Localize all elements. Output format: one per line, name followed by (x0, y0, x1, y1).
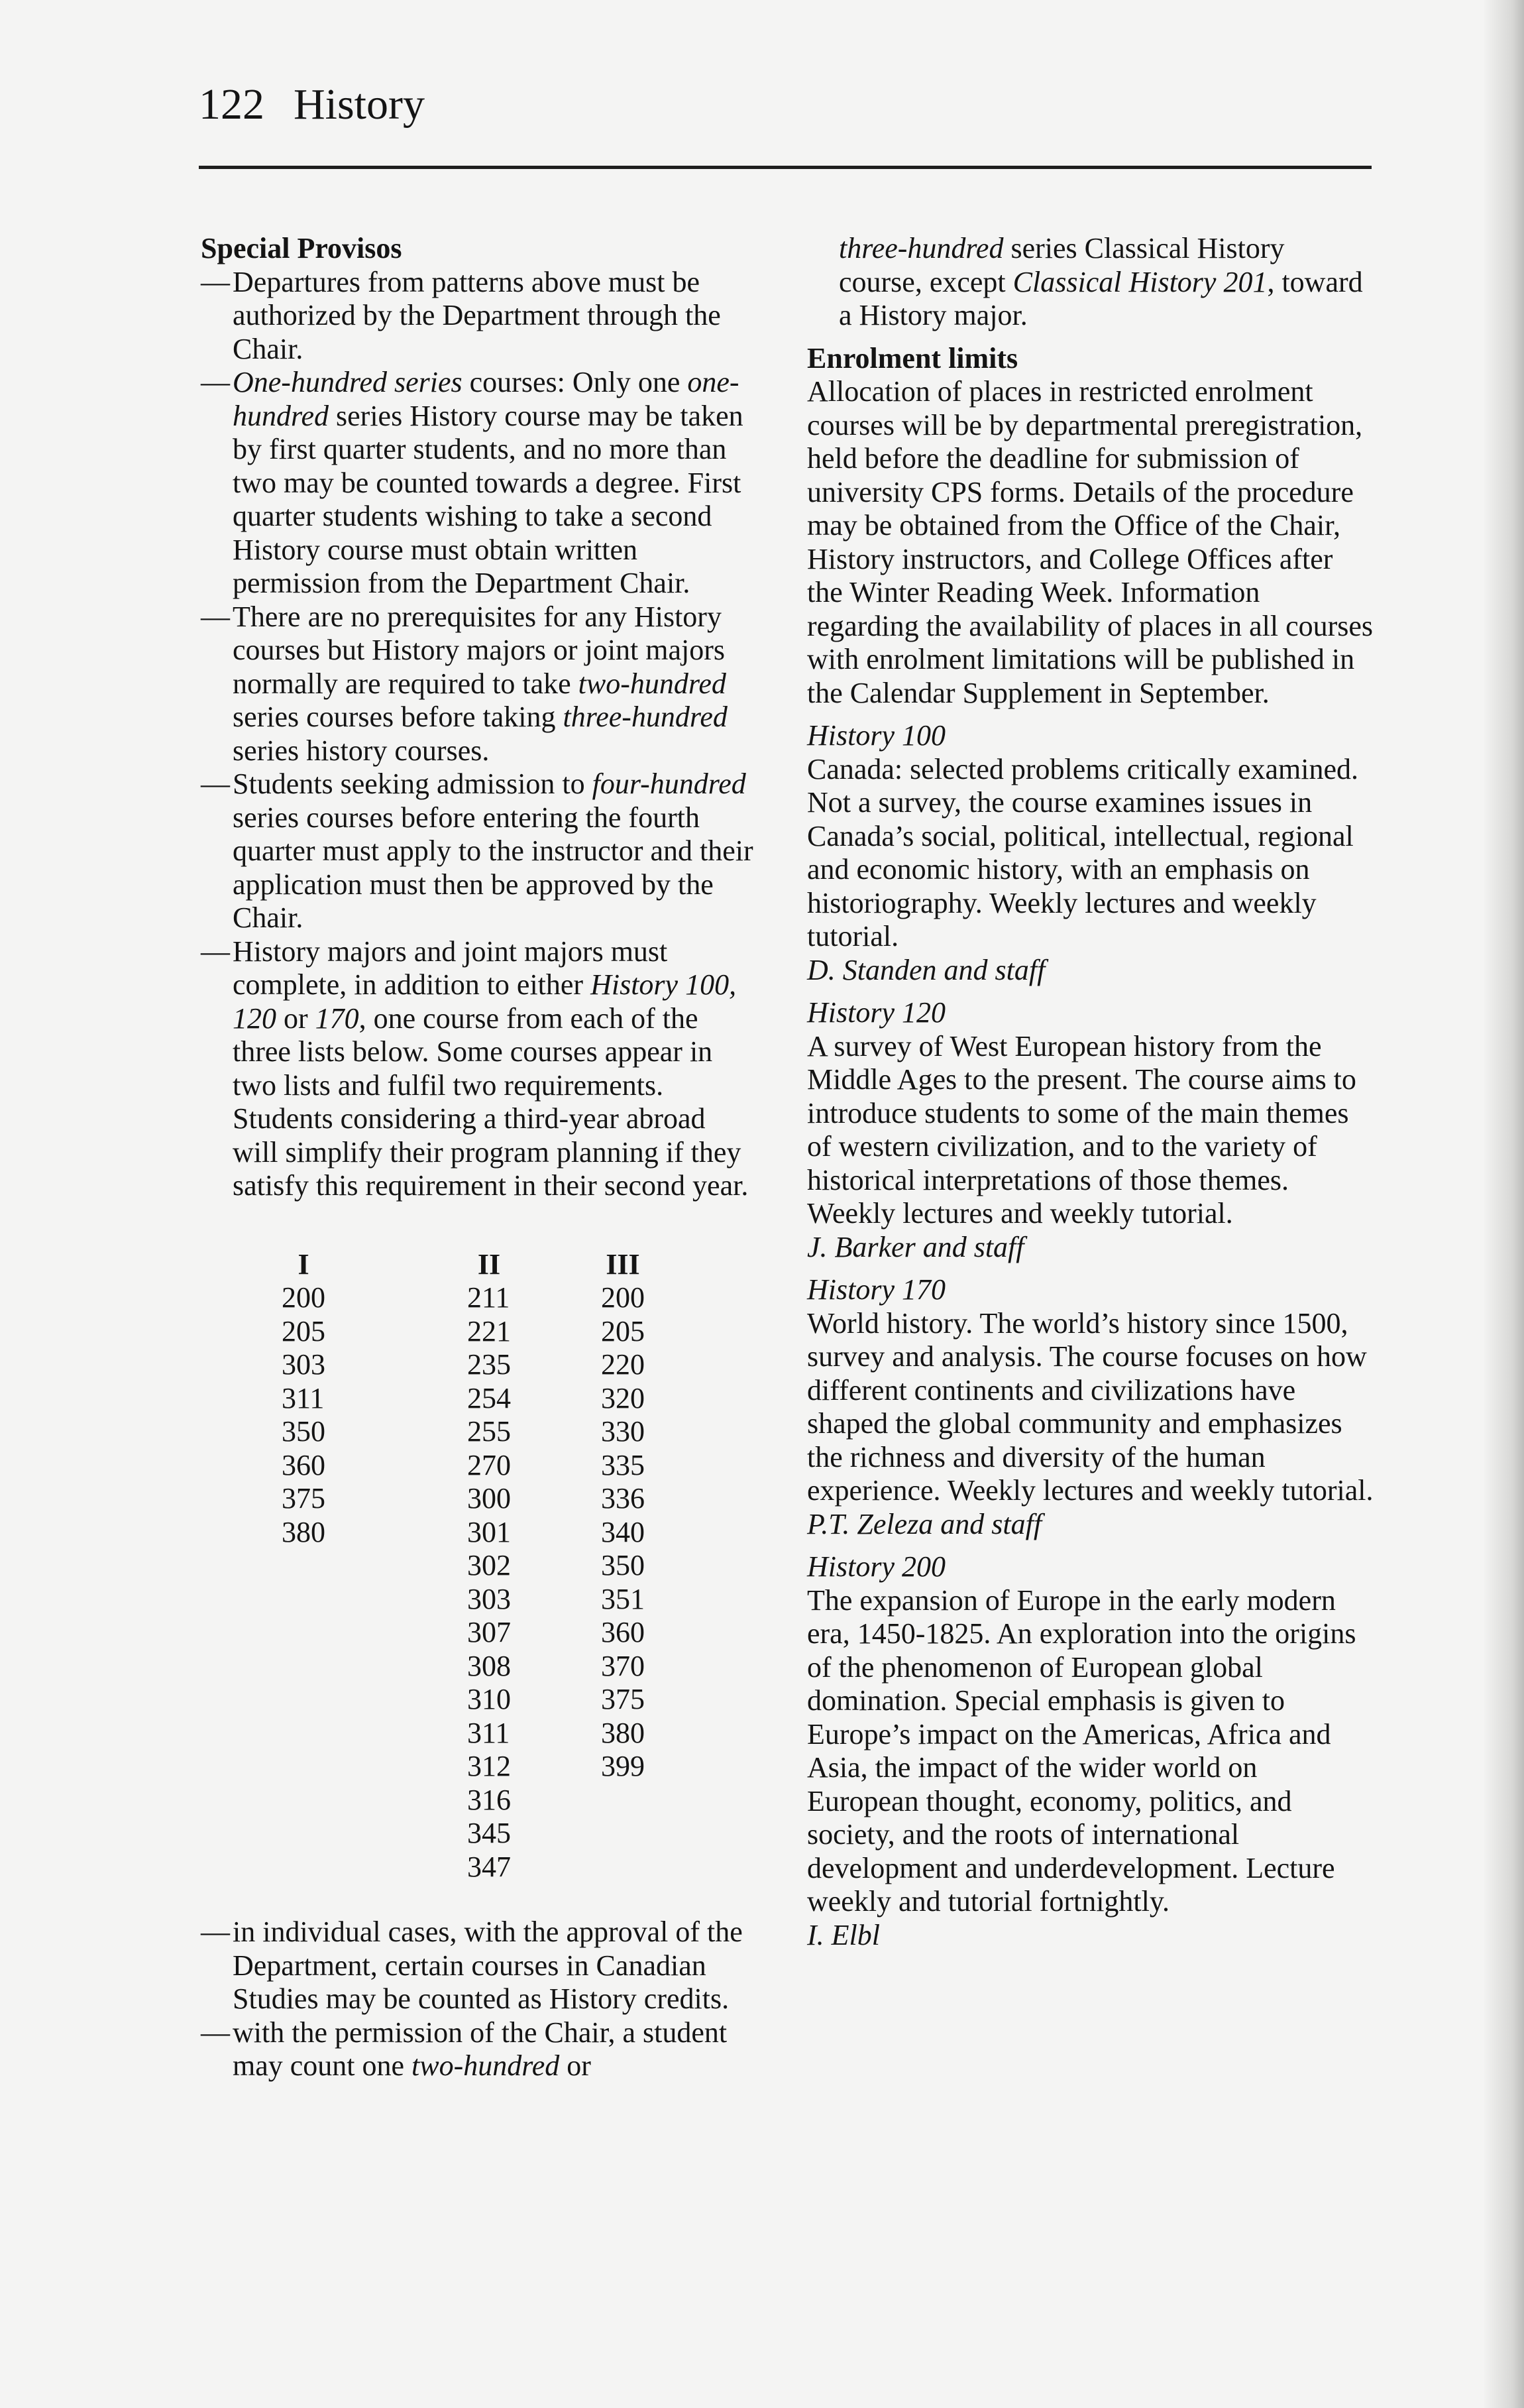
proviso-item (201, 601, 757, 768)
course-number: 310 (467, 1683, 511, 1715)
course-description: The expansion of Europe in the early modern era, 1450-1825. An exploration into the origins of the phenomenon of European global domination. Special emphasis is given to Europe’s impact on the Americas, Africa and Asia, the impact of the wider world on European thought, economy, politics, and society, and the roots of international development and underdevelopment. Lecture weekly and tutorial fortnightly. (807, 1583, 1356, 1918)
course-number: 205 (601, 1314, 645, 1347)
course-number: 340 (601, 1515, 645, 1548)
course-number: 320 (601, 1381, 645, 1414)
course-description: Canada: selected problems critically examined. Not a survey, the course examines issues in Canada’s social, political, intellectual, regional and economic history, with an emphasis on historiography. Weekly lectures and weekly tutorial. (807, 752, 1359, 952)
course-number: 312 (467, 1750, 511, 1782)
course-list-header: I (298, 1247, 309, 1281)
course-number: 303 (282, 1348, 325, 1381)
course-description: A survey of West European history from the Middle Ages to the present. The course aims to introduce students to some of the main themes of western civilization, and to the variety of historical interpretations of those themes. Weekly lectures and weekly tutorial. (807, 1029, 1356, 1230)
course-title: History 100 (807, 719, 946, 752)
proviso-continuation (807, 232, 1374, 333)
course-list-header: II (477, 1247, 501, 1281)
text-run: one-hundred (233, 366, 739, 432)
page-header (199, 78, 425, 131)
text-run: Classical History 201 (1012, 265, 1268, 298)
course-number: 300 (467, 1482, 511, 1515)
text-run: , toward a History major. (839, 265, 1363, 331)
course-number: 316 (467, 1783, 511, 1816)
course-number: 335 (601, 1448, 645, 1481)
course-number: 270 (467, 1448, 511, 1481)
text-run: History 100, 120 (233, 968, 737, 1035)
text-run: There are no prerequisites for any History courses but History majors or joint majors normally are required to take (233, 600, 726, 700)
proviso-item: — Departures from patterns above must be authorized by the Department through the Chair. (201, 265, 721, 365)
em-dash: — (201, 935, 230, 968)
course-number: 370 (601, 1649, 645, 1682)
text-run: courses: Only one (462, 366, 688, 398)
course-number: 380 (601, 1716, 645, 1749)
course-number: 302 (467, 1549, 511, 1581)
course-number: 303 (467, 1582, 511, 1615)
course-list-iii (570, 1248, 676, 1884)
em-dash: — (201, 1916, 230, 1948)
text-run: or (276, 1002, 315, 1035)
after-lists-provisos (201, 1916, 757, 2083)
course-number: 254 (467, 1381, 511, 1414)
page-number: 122 (199, 80, 264, 129)
course-number: 380 (282, 1515, 325, 1548)
course-instructor: J. Barker and staff (807, 1230, 1024, 1263)
course-title: History 170 (807, 1273, 946, 1306)
course-instructor: I. Elbl (807, 1918, 880, 1951)
page-edge-shadow (1484, 0, 1524, 2408)
text-run: or (559, 2049, 591, 2082)
course-number: 351 (601, 1582, 645, 1615)
em-dash: — (201, 768, 230, 800)
course-number: 311 (467, 1716, 510, 1749)
left-column (201, 232, 757, 2083)
proviso-item (201, 935, 757, 1203)
course-number: 399 (601, 1750, 645, 1782)
text-run: four-hundred (592, 768, 746, 800)
course-number: 350 (282, 1415, 325, 1448)
text-run: two-hundred (411, 2049, 560, 2082)
special-provisos-heading: Special Provisos (201, 232, 402, 264)
enrolment-limits-heading: Enrolment limits (807, 341, 1018, 374)
proviso-item (201, 366, 757, 601)
text-run: 170 (315, 1002, 359, 1035)
proviso-item: — in individual cases, with the approval of the Department, certain courses in Canadian Studies may be counted as History credits. (201, 1916, 743, 2015)
course-number: 301 (467, 1515, 511, 1548)
provisos-list (201, 266, 757, 1203)
course-number: 347 (467, 1850, 511, 1883)
em-dash: — (201, 366, 230, 398)
course-instructor: P.T. Zeleza and staff (807, 1507, 1042, 1540)
enrolment-limits-text: Allocation of places in restricted enrolment courses will be by departmental preregistration, held before the deadline for submission of university CPS forms. Details of the procedure may be obtained from the Office of the Chair, History instructors, and College Offices after the Winter Reading Week. Information regarding the availability of places in all courses with enrolment limitations will be published in the Calendar Supplement in September. (807, 375, 1374, 709)
course-lists-table (201, 1248, 757, 1884)
text-run: History majors and joint majors must complete, in addition to either (233, 935, 668, 1001)
text-run: One-hundred series (233, 366, 463, 398)
course-number: 221 (467, 1314, 511, 1347)
course-number: 360 (282, 1448, 325, 1481)
em-dash: — (201, 265, 230, 298)
course-number: 307 (467, 1616, 511, 1648)
course-number: 205 (282, 1314, 325, 1347)
page-title: History (294, 80, 425, 129)
course-number: 255 (467, 1415, 511, 1448)
course-number: 311 (282, 1381, 325, 1414)
em-dash: — (201, 600, 230, 633)
course-number: 200 (282, 1281, 325, 1314)
text-run: series courses before taking (233, 701, 563, 733)
em-dash: — (201, 2016, 230, 2049)
text-run: Students seeking admission to (233, 768, 592, 800)
course-title: History 200 (807, 1550, 946, 1583)
course-number: 345 (467, 1817, 511, 1849)
course-number: 211 (467, 1281, 510, 1314)
header-rule (199, 166, 1372, 169)
text-run: series courses before entering the fourth quarter must apply to the instructor and their application must then be approved by the Chair. (233, 801, 753, 934)
course-number: 375 (601, 1683, 645, 1715)
course-description: World history. The world’s history since 1500, survey and analysis. The course focuses on how different continents and civilizations have shaped the global community and emphasizes the richness and diversity of the human experience. Weekly lectures and weekly tutorial. (807, 1306, 1374, 1507)
course-number: 200 (601, 1281, 645, 1314)
course-number: 330 (601, 1415, 645, 1448)
right-column (807, 232, 1374, 1952)
course-number: 308 (467, 1649, 511, 1682)
course-title: History 120 (807, 996, 946, 1029)
course-instructor: D. Standen and staff (807, 953, 1046, 986)
course-number: 350 (601, 1549, 645, 1581)
proviso-item (201, 2016, 757, 2083)
text-run: two-hundred (578, 667, 726, 700)
course-descriptions (807, 710, 1374, 1952)
text-run: three-hundred (563, 701, 728, 733)
text-run: three-hundred (839, 232, 1004, 264)
course-number: 220 (601, 1348, 645, 1381)
text-run: series Classical History course, except (839, 232, 1285, 298)
text-run: with the permission of the Chair, a student may count one (233, 2016, 728, 2082)
proviso-item (201, 768, 757, 935)
course-list-i (250, 1248, 356, 1884)
text-run: series History course may be taken by first quarter students, and no more than two may be counted towards a degree. First quarter students wishing to take a second History course must obtain written permission from the Department Chair. (233, 399, 743, 599)
text-run: , one course from each of the three lists below. Some courses appear in two lists and fulfil two requirements. Students considering a third-year abroad will simplify their program planning if they satisfy this requirement in their second year. (233, 1002, 749, 1202)
course-list-header: III (606, 1247, 640, 1281)
course-list-ii (436, 1248, 542, 1884)
course-number: 360 (601, 1616, 645, 1648)
course-number: 336 (601, 1482, 645, 1515)
course-number: 235 (467, 1348, 511, 1381)
text-run: series history courses. (233, 734, 490, 767)
course-number: 375 (282, 1482, 325, 1515)
